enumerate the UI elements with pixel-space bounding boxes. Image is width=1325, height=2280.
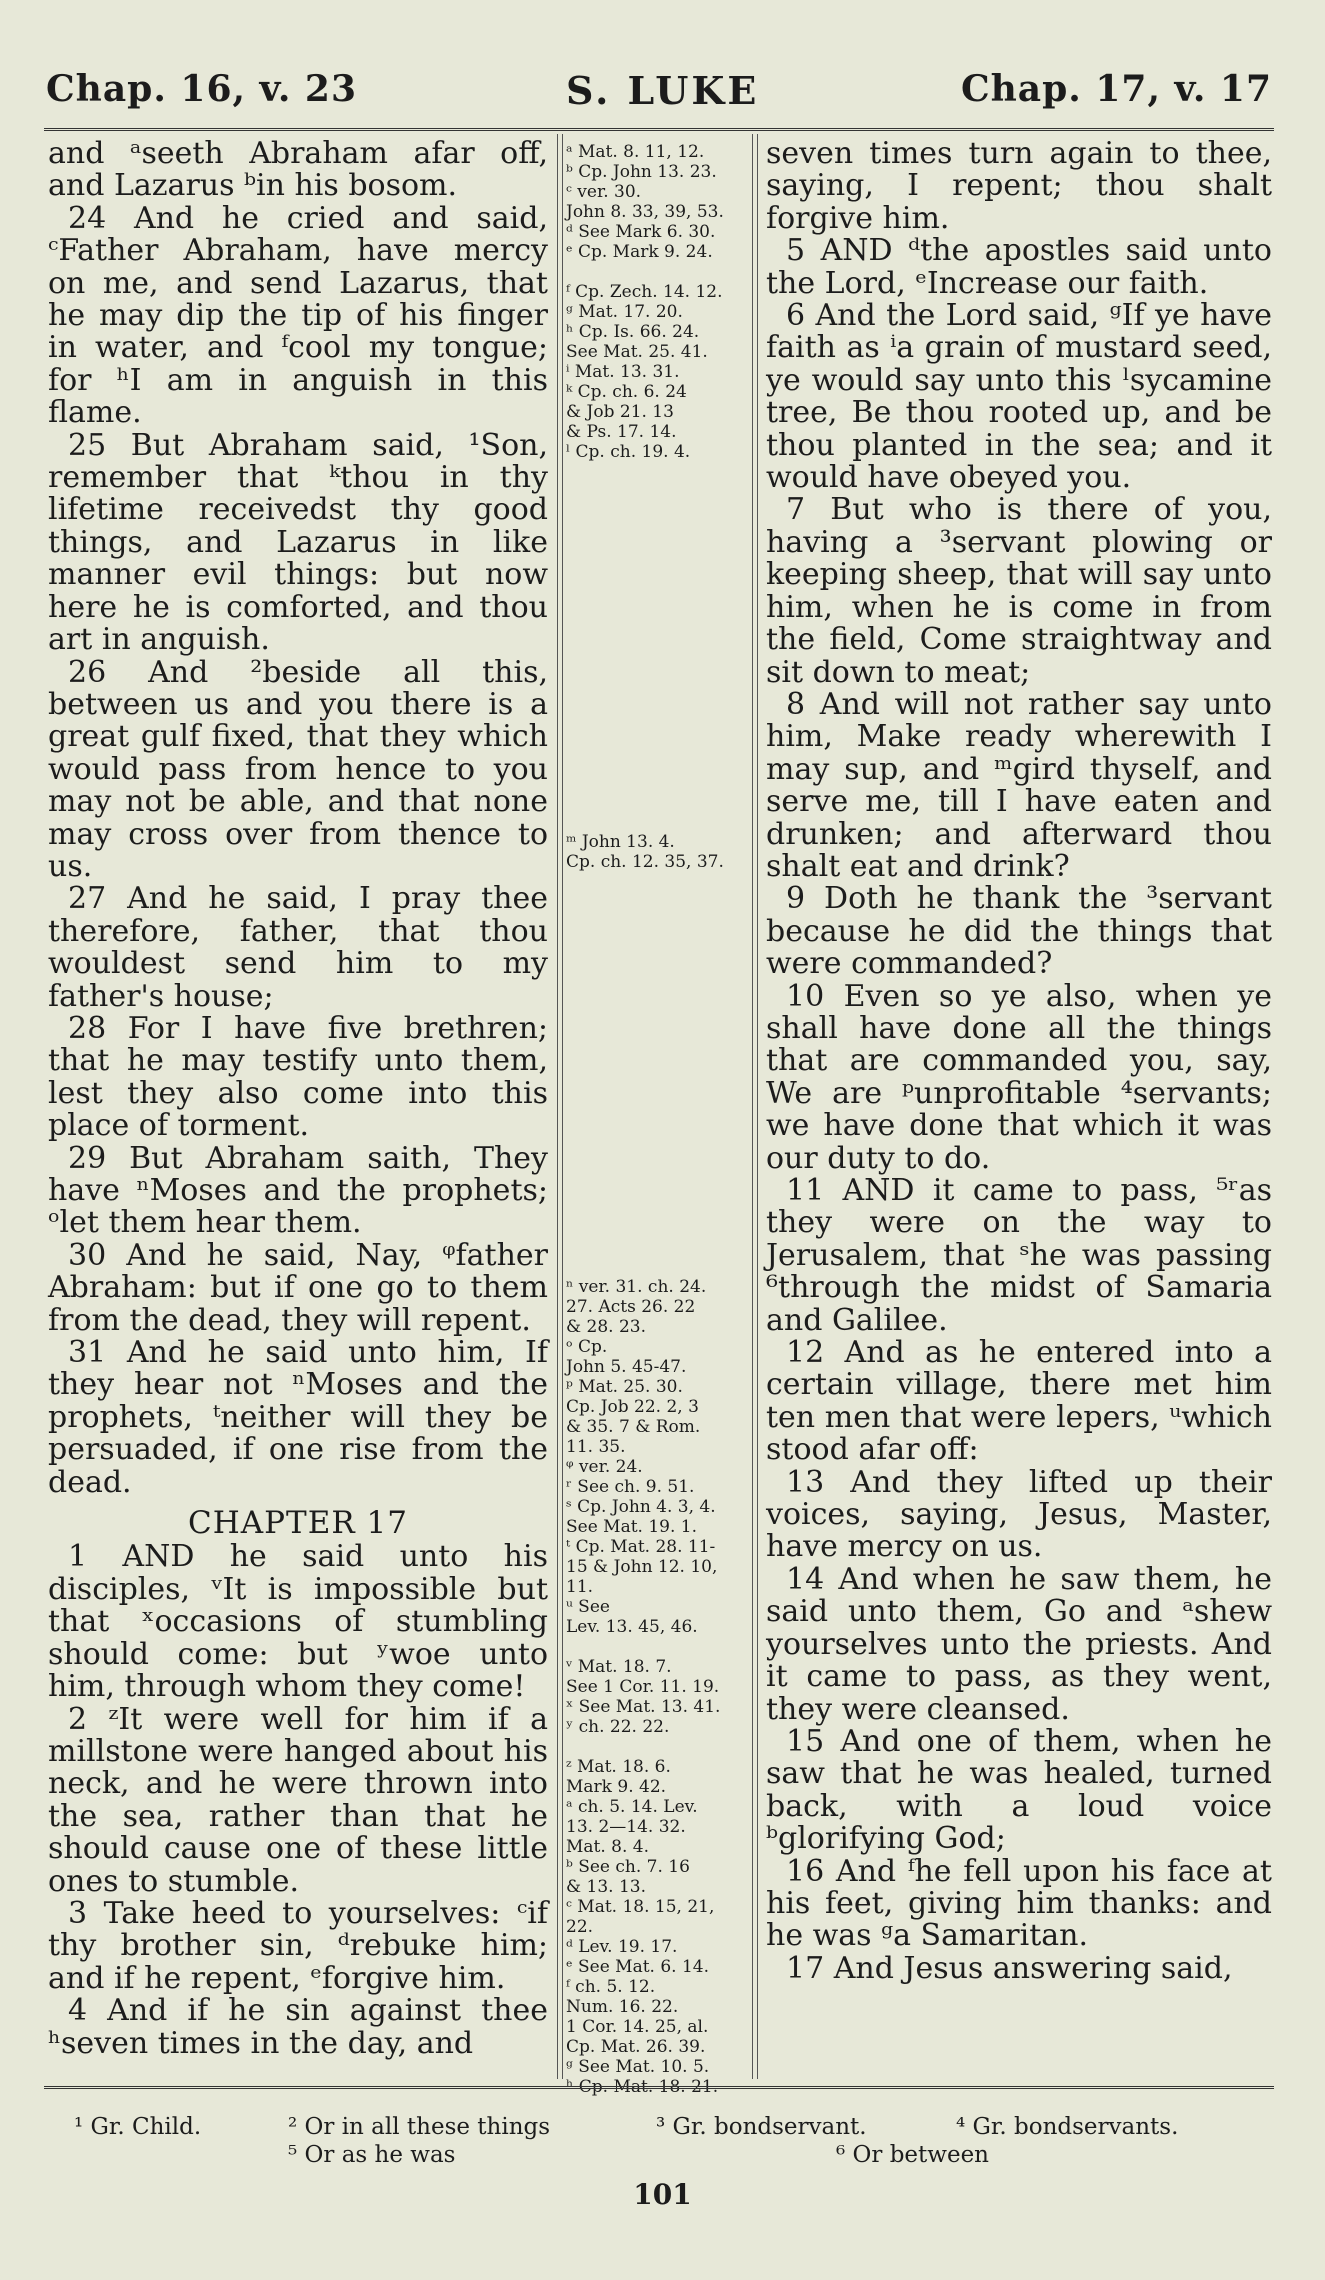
cross-reference: ᵉ Cp. Mark 9. 24. bbox=[566, 242, 713, 262]
page-number: 101 bbox=[633, 2178, 692, 2211]
verse: 3 Take heed to yourselves: ᶜif thy brother sin, ᵈrebuke him; and if he repent, ᵉforgive him. bbox=[48, 1895, 548, 1996]
verse: 28 For I have five brethren; that he may testify unto them, lest they also come into this place of torment. bbox=[48, 1010, 548, 1144]
cross-reference: 27. Acts 26. 22 bbox=[566, 1297, 696, 1317]
cross-reference: ⁿ ver. 31. ch. 24. bbox=[566, 1277, 707, 1297]
footnote: ⁴ Gr. bondservants. bbox=[956, 2114, 1179, 2140]
cross-reference: ˣ See Mat. 13. 41. bbox=[566, 1697, 721, 1717]
verse: seven times turn again to thee, saying, I repent; thou shalt forgive him. bbox=[766, 136, 1272, 236]
verse: 12 And as he entered into a certain village, there met him ten men that were lepers, ᵘwhich stood afar off: bbox=[766, 1335, 1272, 1468]
cross-reference: ᵖ Mat. 25. 30. bbox=[566, 1377, 683, 1397]
cross-reference: Cp. Mat. 26. 39. bbox=[566, 2037, 706, 2057]
cross-reference: ᶜ ver. 30. bbox=[566, 182, 642, 202]
cross-reference-group bbox=[566, 1277, 748, 2097]
cross-reference: 15 & John 12. 10, bbox=[566, 1557, 718, 1577]
cross-reference: 22. bbox=[566, 1917, 594, 1937]
cross-reference: Cp. ch. 12. 35, 37. bbox=[566, 852, 724, 872]
cross-reference: John 5. 45-47. bbox=[566, 1357, 687, 1377]
cross-reference: ʳ See ch. 9. 51. bbox=[566, 1477, 695, 1497]
cross-reference: See Mat. 25. 41. bbox=[566, 342, 708, 362]
cross-reference: Num. 16. 22. bbox=[566, 1997, 679, 2017]
verse: 29 But Abraham saith, They have ⁿMoses and the prophets; ᵒlet them hear them. bbox=[48, 1140, 548, 1241]
cross-reference: ᵈ See Mark 6. 30. bbox=[566, 222, 716, 242]
verse: and ᵃseeth Abraham afar off, and Lazarus ᵇin his bosom. bbox=[48, 136, 548, 204]
cross-reference: ᵒ Cp. bbox=[566, 1337, 608, 1357]
verse: 9 Doth he thank the ³servant because he did the things that were commanded? bbox=[766, 881, 1272, 982]
cross-reference: Mat. 8. 4. bbox=[566, 1837, 650, 1857]
cross-reference: ᵐ John 13. 4. bbox=[566, 832, 675, 852]
verse: 26 And ²beside all this, between us and you there is a great gulf fixed, that they which would pass from hence to you may not be able, and that none may cross over from thence to us. bbox=[48, 654, 548, 884]
cross-reference: & Ps. 17. 14. bbox=[566, 422, 677, 442]
cross-reference: 11. 35. bbox=[566, 1437, 626, 1457]
cross-reference-group bbox=[566, 832, 748, 872]
cross-reference-spacer bbox=[566, 1737, 748, 1757]
verse: 5 AND ᵈthe apostles said unto the Lord, ᵉIncrease our faith. bbox=[766, 233, 1272, 301]
cross-reference-spacer bbox=[566, 1637, 748, 1657]
footnote: ³ Gr. bondservant. bbox=[656, 2114, 867, 2140]
cross-reference: ˡ Cp. ch. 19. 4. bbox=[566, 442, 691, 462]
column-divider-right bbox=[752, 134, 753, 2079]
verse: 4 And if he sin against thee ʰseven times in the day, and bbox=[48, 1993, 548, 2061]
cross-reference: ⁱ Mat. 13. 31. bbox=[566, 362, 680, 382]
cross-reference: ᶠ Cp. Zech. 14. 12. bbox=[566, 282, 723, 302]
cross-reference-spacer bbox=[566, 262, 748, 282]
cross-reference: ᵛ Mat. 18. 7. bbox=[566, 1657, 672, 1677]
footnote: ⁵ Or as he was bbox=[288, 2142, 456, 2168]
cross-reference: ᵈ Lev. 19. 17. bbox=[566, 1937, 678, 1957]
cross-reference: ᵉ See Mat. 6. 14. bbox=[566, 1957, 709, 1977]
verse: 14 And when he saw them, he said unto them, Go and ᵃshew yourselves unto the priests. And it came to pass, as they went, they were cleansed. bbox=[766, 1561, 1272, 1727]
header-book-title: S. LUKE bbox=[566, 68, 760, 113]
cross-reference: ᶻ Mat. 18. 6. bbox=[566, 1757, 671, 1777]
verse: 6 And the Lord said, ᵍIf ye have faith as ⁱa grain of mustard seed, ye would say unto this ˡsycamine tree, Be thou rooted up, and be thou planted in the sea; and it would have obeyed you. bbox=[766, 298, 1272, 496]
verse: 24 And he cried and said, ᶜFather Abraham, have mercy on me, and send Lazarus, that he may dip the tip of his finger in water, and ᶠcool my tongue; for ʰI am in anguish in this flame. bbox=[48, 200, 548, 431]
cross-reference: ᵍ Mat. 17. 20. bbox=[566, 302, 683, 322]
cross-reference-group bbox=[566, 142, 748, 462]
verse: 10 Even so ye also, when ye shall have done all the things that are commanded you, say, We are ᵖunprofitable ⁴servants; we have done that which it was our duty to do. bbox=[766, 978, 1272, 1176]
cross-reference: ᵍ See Mat. 10. 5. bbox=[566, 2057, 710, 2077]
footnote: ¹ Gr. Child. bbox=[74, 2114, 202, 2140]
footnote: ² Or in all these things bbox=[288, 2114, 551, 2140]
cross-reference: ᵠ ver. 24. bbox=[566, 1457, 643, 1477]
verse: 15 And one of them, when he saw that he was healed, turned back, with a loud voice ᵇglorifying God; bbox=[766, 1723, 1272, 1857]
cross-reference: ᵗ Cp. Mat. 28. 11- bbox=[566, 1537, 716, 1557]
verse: 16 And ᶠhe fell upon his face at his feet, giving him thanks: and he was ᵍa Samaritan. bbox=[766, 1853, 1272, 1954]
cross-reference: 1 Cor. 14. 25, al. bbox=[566, 2017, 709, 2037]
header-rule bbox=[44, 128, 1274, 131]
footnote-rule bbox=[44, 2086, 1274, 2089]
cross-reference: See 1 Cor. 11. 19. bbox=[566, 1677, 720, 1697]
header-right-reference: Chap. 17, v. 17 bbox=[960, 68, 1272, 110]
column-divider-left-inner bbox=[562, 134, 563, 2079]
cross-reference: & 28. 23. bbox=[566, 1317, 647, 1337]
cross-reference: Mark 9. 42. bbox=[566, 1777, 667, 1797]
verse: 31 And he said unto him, If they hear not ⁿMoses and the prophets, ᵗneither will they be persuaded, if one rise from the dead. bbox=[48, 1335, 548, 1500]
cross-reference: ᵘ See bbox=[566, 1597, 610, 1617]
cross-reference: & 13. 13. bbox=[566, 1877, 647, 1897]
cross-reference: 11. bbox=[566, 1577, 594, 1597]
right-text-column bbox=[766, 138, 1272, 1985]
verse: 25 But Abraham said, ¹Son, remember that ᵏthou in thy lifetime receivedst thy good things, and Lazarus in like manner evil things: but now here he is comforted, and thou art in anguish. bbox=[48, 427, 548, 658]
cross-reference: & Job 21. 13 bbox=[566, 402, 674, 422]
cross-reference: ˢ Cp. John 4. 3, 4. bbox=[566, 1497, 716, 1517]
cross-reference: & 35. 7 & Rom. bbox=[566, 1417, 701, 1437]
cross-reference: ᶜ Mat. 18. 15, 21, bbox=[566, 1897, 715, 1917]
header-left-reference: Chap. 16, v. 23 bbox=[46, 68, 358, 110]
cross-reference: ʸ ch. 22. 22. bbox=[566, 1717, 670, 1737]
footnote: ⁶ Or between bbox=[836, 2142, 989, 2168]
cross-reference: ᶠ ch. 5. 12. bbox=[566, 1977, 656, 1997]
verse: 7 But who is there of you, having a ³servant plowing or keeping sheep, that will say unto him, when he is come in from the field, Come straightway and sit down to meat; bbox=[766, 492, 1272, 690]
verse: 8 And will not rather say unto him, Make ready wherewith I may sup, and ᵐgird thyself, and serve me, till I have eaten and drunken; and afterward thou shalt eat and drink? bbox=[766, 686, 1272, 884]
verse: 13 And they lifted up their voices, saying, Jesus, Master, have mercy on us. bbox=[766, 1464, 1272, 1565]
verse: 30 And he said, Nay, ᵠfather Abraham: but if one go to them from the dead, they will repent. bbox=[48, 1237, 548, 1338]
cross-reference: ᵇ See ch. 7. 16 bbox=[566, 1857, 690, 1877]
cross-reference: ʰ Cp. Is. 66. 24. bbox=[566, 322, 700, 342]
column-divider-left bbox=[557, 134, 558, 2079]
cross-reference: ᵃ Mat. 8. 11, 12. bbox=[566, 142, 705, 162]
verse: 27 And he said, I pray thee therefore, father, that thou wouldest send him to my father's house; bbox=[48, 881, 548, 1014]
cross-reference: John 8. 33, 39, 53. bbox=[566, 202, 724, 222]
column-divider-right-inner bbox=[757, 134, 758, 2079]
cross-reference: 13. 2—14. 32. bbox=[566, 1817, 686, 1837]
running-header bbox=[46, 68, 1272, 118]
verse: 1 AND he said unto his disciples, ᵛIt is impossible but that ˣoccasions of stumbling should come: but ʸwoe unto him, through whom they come! bbox=[48, 1539, 548, 1705]
verse: 17 And Jesus answering said, bbox=[786, 1950, 1233, 1986]
cross-reference: ᵃ ch. 5. 14. Lev. bbox=[566, 1797, 698, 1817]
cross-reference: See Mat. 19. 1. bbox=[566, 1517, 698, 1537]
cross-reference: ᵇ Cp. John 13. 23. bbox=[566, 162, 717, 182]
cross-reference: ʰ Cp. Mat. 18. 21. bbox=[566, 2077, 719, 2097]
cross-reference: ᵏ Cp. ch. 6. 24 bbox=[566, 382, 687, 402]
cross-reference: Lev. 13. 45, 46. bbox=[566, 1617, 698, 1637]
left-text-column bbox=[48, 138, 548, 2060]
chapter-heading: CHAPTER 17 bbox=[188, 1505, 408, 1542]
cross-reference: Cp. Job 22. 2, 3 bbox=[566, 1397, 699, 1417]
verse: 2 ᶻIt were well for him if a millstone were hanged about his neck, and he were thrown into the sea, rather than that he should cause one of these little ones to stumble. bbox=[48, 1701, 548, 1899]
verse: 11 AND it came to pass, ⁵ʳas they were on the way to Jerusalem, that ˢhe was passing ⁶through the midst of Samaria and Galilee. bbox=[766, 1173, 1272, 1338]
